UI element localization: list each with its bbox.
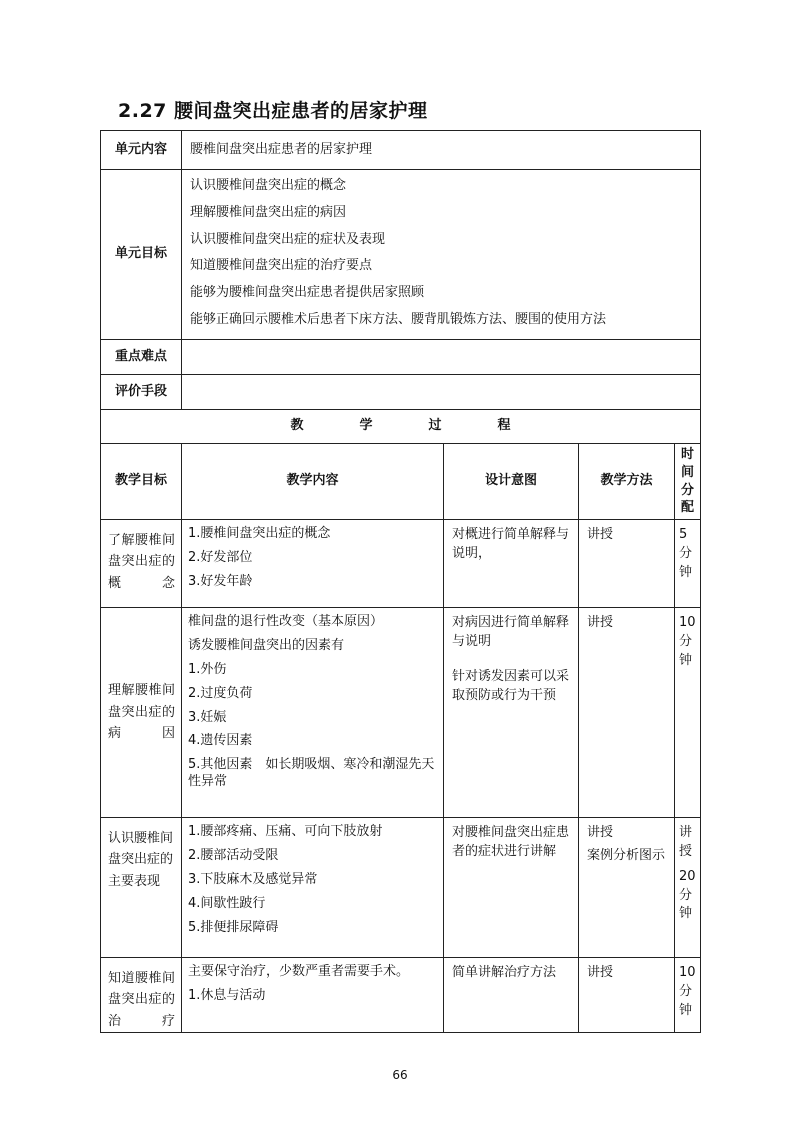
page-title: 2.27 腰间盘突出症患者的居家护理 (118, 100, 428, 122)
content-line: 椎间盘的退行性改变（基本原因） (188, 614, 384, 629)
content-line: 5.排便排尿障碍 (188, 919, 279, 935)
row-content (182, 818, 444, 958)
method-text: 讲授 (587, 825, 614, 840)
unit-content-label: 单元内容 (101, 131, 182, 170)
page-number: 66 (392, 1068, 408, 1082)
content-line: 主要保守治疗，少数严重者需要手术。 (188, 964, 410, 979)
key-points-label: 重点难点 (101, 340, 182, 375)
unit-goal-item: 知道腰椎间盘突出症的治疗要点 (190, 258, 373, 274)
method-text: 案例分析图示 (587, 847, 666, 863)
column-header-content: 教学内容 (182, 444, 444, 520)
key-points-value (182, 340, 701, 375)
intent-text: 对病因进行简单解释与说明 (452, 615, 570, 649)
content-line: 4.遗传因素 (188, 733, 253, 749)
row-method (579, 818, 675, 958)
row-goal: 知道腰椎间盘突出症的治疗 (101, 958, 182, 1033)
method-text: 讲授 (587, 965, 614, 980)
lesson-plan-table (100, 130, 701, 1033)
row-intent (444, 520, 579, 608)
content-line: 1.外伤 (188, 661, 227, 677)
content-line: 1.腰椎间盘突出症的概念 (188, 526, 331, 541)
time-text: 10分钟 (679, 615, 696, 668)
intent-text: 对概进行简单解释与说明， (452, 527, 570, 561)
content-line: 2.过度负荷 (188, 685, 253, 701)
table-row (101, 958, 701, 1033)
column-header-method: 教学方法 (579, 444, 675, 520)
content-line: 3.妊娠 (188, 709, 227, 725)
row-time (675, 520, 701, 608)
unit-goals-list (182, 170, 701, 340)
time-text: 20分钟 (679, 868, 696, 922)
method-text: 讲授 (587, 527, 614, 542)
row-time (675, 958, 701, 1033)
time-text: 讲授 (679, 825, 693, 859)
content-line: 5.其他因素 如长期吸烟、寒冷和潮湿先天性异常 (188, 757, 435, 790)
row-goal: 了解腰椎间盘突出症的概念 (101, 520, 182, 608)
unit-content-row (101, 131, 701, 170)
row-intent (444, 608, 579, 818)
table-row (101, 608, 701, 818)
process-title: 教学过程 (101, 410, 701, 444)
row-time (675, 608, 701, 818)
key-points-row (101, 340, 701, 375)
content-line: 1.腰部疼痛、压痛、可向下肢放射 (188, 824, 383, 839)
row-intent (444, 818, 579, 958)
content-line: 2.好发部位 (188, 549, 253, 565)
unit-goal-item: 理解腰椎间盘突出症的病因 (190, 204, 347, 220)
method-text: 讲授 (587, 615, 614, 630)
content-line: 诱发腰椎间盘突出的因素有 (188, 637, 345, 653)
table-row (101, 520, 701, 608)
row-content (182, 520, 444, 608)
row-intent (444, 958, 579, 1033)
intent-text: 简单讲解治疗方法 (452, 965, 557, 980)
row-goal: 理解腰椎间盘突出症的病因 (101, 608, 182, 818)
table-row (101, 818, 701, 958)
intent-text: 对腰椎间盘突出症患者的症状进行讲解 (452, 825, 570, 859)
time-text: 5分钟 (679, 527, 693, 580)
evaluation-value (182, 375, 701, 410)
row-time (675, 818, 701, 958)
column-header-row (101, 444, 701, 520)
unit-goal-item: 认识腰椎间盘突出症的概念 (190, 178, 347, 193)
unit-goal-item: 认识腰椎间盘突出症的症状及表现 (190, 231, 386, 247)
time-text: 10分钟 (679, 965, 696, 1018)
content-line: 2.腰部活动受限 (188, 847, 279, 863)
row-goal: 认识腰椎间盘突出症的主要表现 (101, 818, 182, 958)
row-method (579, 958, 675, 1033)
intent-text: 针对诱发因素可以采取预防或行为干预 (452, 668, 570, 703)
unit-content-value: 腰椎间盘突出症患者的居家护理 (182, 131, 701, 170)
evaluation-row (101, 375, 701, 410)
unit-goal-item: 能够正确回示腰椎术后患者下床方法、腰背肌锻炼方法、腰围的使用方法 (190, 311, 607, 327)
unit-goal-item: 能够为腰椎间盘突出症患者提供居家照顾 (190, 285, 425, 301)
row-method (579, 608, 675, 818)
column-header-intent: 设计意图 (444, 444, 579, 520)
content-line: 1.休息与活动 (188, 987, 266, 1003)
content-line: 3.下肢麻木及感觉异常 (188, 871, 318, 887)
unit-goals-row (101, 170, 701, 340)
content-line: 4.间歇性跛行 (188, 895, 266, 911)
row-content (182, 958, 444, 1033)
column-header-goal: 教学目标 (101, 444, 182, 520)
content-line: 3.好发年龄 (188, 573, 253, 589)
row-content (182, 608, 444, 818)
row-method (579, 520, 675, 608)
unit-goals-label: 单元目标 (101, 170, 182, 340)
evaluation-label: 评价手段 (101, 375, 182, 410)
process-title-row (101, 410, 701, 444)
column-header-time: 时间分配 (675, 444, 701, 520)
